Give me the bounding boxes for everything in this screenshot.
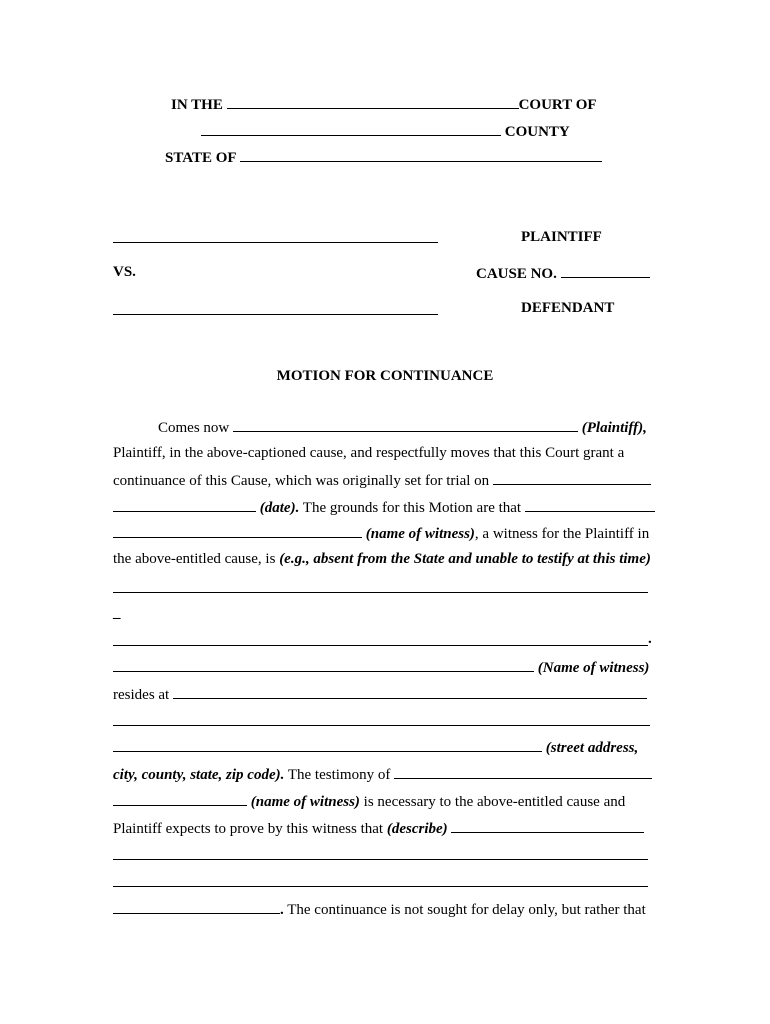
describe-blank-3[interactable] bbox=[113, 886, 648, 887]
court-line bbox=[171, 94, 597, 114]
address-blank-3a[interactable] bbox=[113, 737, 300, 752]
witness-name-blank-2[interactable] bbox=[113, 657, 534, 672]
vs-label: VS. bbox=[113, 264, 136, 280]
cause-no-blank[interactable] bbox=[561, 263, 650, 278]
reason-hint: (e.g., absent from the State and unable to testify at this time) bbox=[279, 551, 651, 567]
witness-name-blank[interactable] bbox=[113, 523, 362, 538]
body-line-5 bbox=[113, 523, 649, 543]
describe-blank-2[interactable] bbox=[113, 859, 648, 860]
body-line-16 bbox=[113, 818, 644, 838]
address-hint-cont: city, county, state, zip code). bbox=[113, 767, 285, 783]
body-line-3 bbox=[113, 470, 651, 490]
county-line bbox=[201, 121, 570, 141]
resides-at-text: resides at bbox=[113, 687, 170, 703]
name-of-witness-hint: (Name of witness) bbox=[537, 660, 650, 676]
address-blank-1[interactable] bbox=[173, 684, 647, 699]
witness-text: , a witness for the Plaintiff in bbox=[474, 526, 650, 542]
address-blank-3b[interactable] bbox=[300, 737, 542, 752]
grounds-text: The grounds for this Motion are that bbox=[299, 500, 522, 516]
body-line-2: Plaintiff, in the above-captioned cause, and respectfully moves that this Court grant a bbox=[113, 445, 625, 461]
testimony-witness-blank-2[interactable] bbox=[113, 791, 247, 806]
plaintiff-label: PLAINTIFF bbox=[521, 229, 602, 245]
state-of-label: STATE OF bbox=[165, 150, 236, 166]
stray-dash: _ bbox=[113, 605, 121, 621]
court-of-label: COURT OF bbox=[518, 97, 597, 113]
address-blank-2[interactable] bbox=[113, 725, 650, 726]
body-line-14 bbox=[113, 764, 652, 784]
body-line-6 bbox=[113, 550, 651, 568]
describe-hint: (describe) bbox=[386, 821, 448, 837]
expects-text: Plaintiff expects to prove by this witness that bbox=[113, 821, 387, 837]
defendant-label: DEFENDANT bbox=[521, 300, 615, 316]
describe-blank[interactable] bbox=[451, 818, 644, 833]
street-address-hint: (street address, bbox=[545, 740, 639, 756]
body-line-10 bbox=[113, 657, 649, 677]
period: . bbox=[648, 631, 652, 647]
trial-date-blank-2[interactable] bbox=[113, 497, 256, 512]
body-line-13 bbox=[113, 737, 638, 757]
body-line-19 bbox=[113, 899, 646, 919]
plaintiff-blank[interactable] bbox=[233, 417, 578, 432]
state-line bbox=[165, 147, 602, 167]
witness-hint: (name of witness) bbox=[365, 526, 475, 542]
body-line-4 bbox=[113, 497, 655, 517]
plaintiff-name-blank[interactable] bbox=[113, 242, 438, 243]
document-title: MOTION FOR CONTINUANCE bbox=[276, 368, 494, 384]
testimony-text: The testimony of bbox=[284, 767, 391, 783]
in-the-label: IN THE bbox=[171, 97, 223, 113]
trial-text: continuance of this Cause, which was originally set for trial on bbox=[113, 473, 490, 489]
body-line-15 bbox=[113, 791, 625, 811]
plaintiff-hint: (Plaintiff), bbox=[581, 420, 647, 436]
reason-blank-1[interactable] bbox=[113, 592, 648, 593]
name-of-witness-hint-2: (name of witness) bbox=[250, 794, 360, 810]
grounds-blank[interactable] bbox=[525, 497, 655, 512]
cause-no-line bbox=[476, 263, 650, 283]
court-name-blank[interactable] bbox=[227, 94, 519, 109]
necessary-text: is necessary to the above-entitled cause and bbox=[359, 794, 626, 810]
county-blank[interactable] bbox=[201, 121, 501, 136]
cause-no-label: CAUSE NO. bbox=[476, 266, 557, 282]
reason-blank-2[interactable] bbox=[113, 645, 648, 646]
defendant-name-blank[interactable] bbox=[113, 314, 438, 315]
comes-now-text: Comes now bbox=[158, 420, 230, 436]
state-blank[interactable] bbox=[240, 147, 602, 162]
body-line-1 bbox=[158, 417, 647, 437]
body-line-11 bbox=[113, 684, 647, 704]
describe-blank-4[interactable] bbox=[113, 899, 280, 914]
period-2: . bbox=[280, 902, 284, 918]
county-label: COUNTY bbox=[504, 124, 570, 140]
date-hint: (date). bbox=[259, 500, 300, 516]
testimony-witness-blank[interactable] bbox=[394, 764, 652, 779]
trial-date-blank[interactable] bbox=[493, 470, 651, 485]
continuance-text: The continuance is not sought for delay only, but rather that bbox=[283, 902, 646, 918]
cause-text: the above-entitled cause, is bbox=[113, 551, 280, 567]
